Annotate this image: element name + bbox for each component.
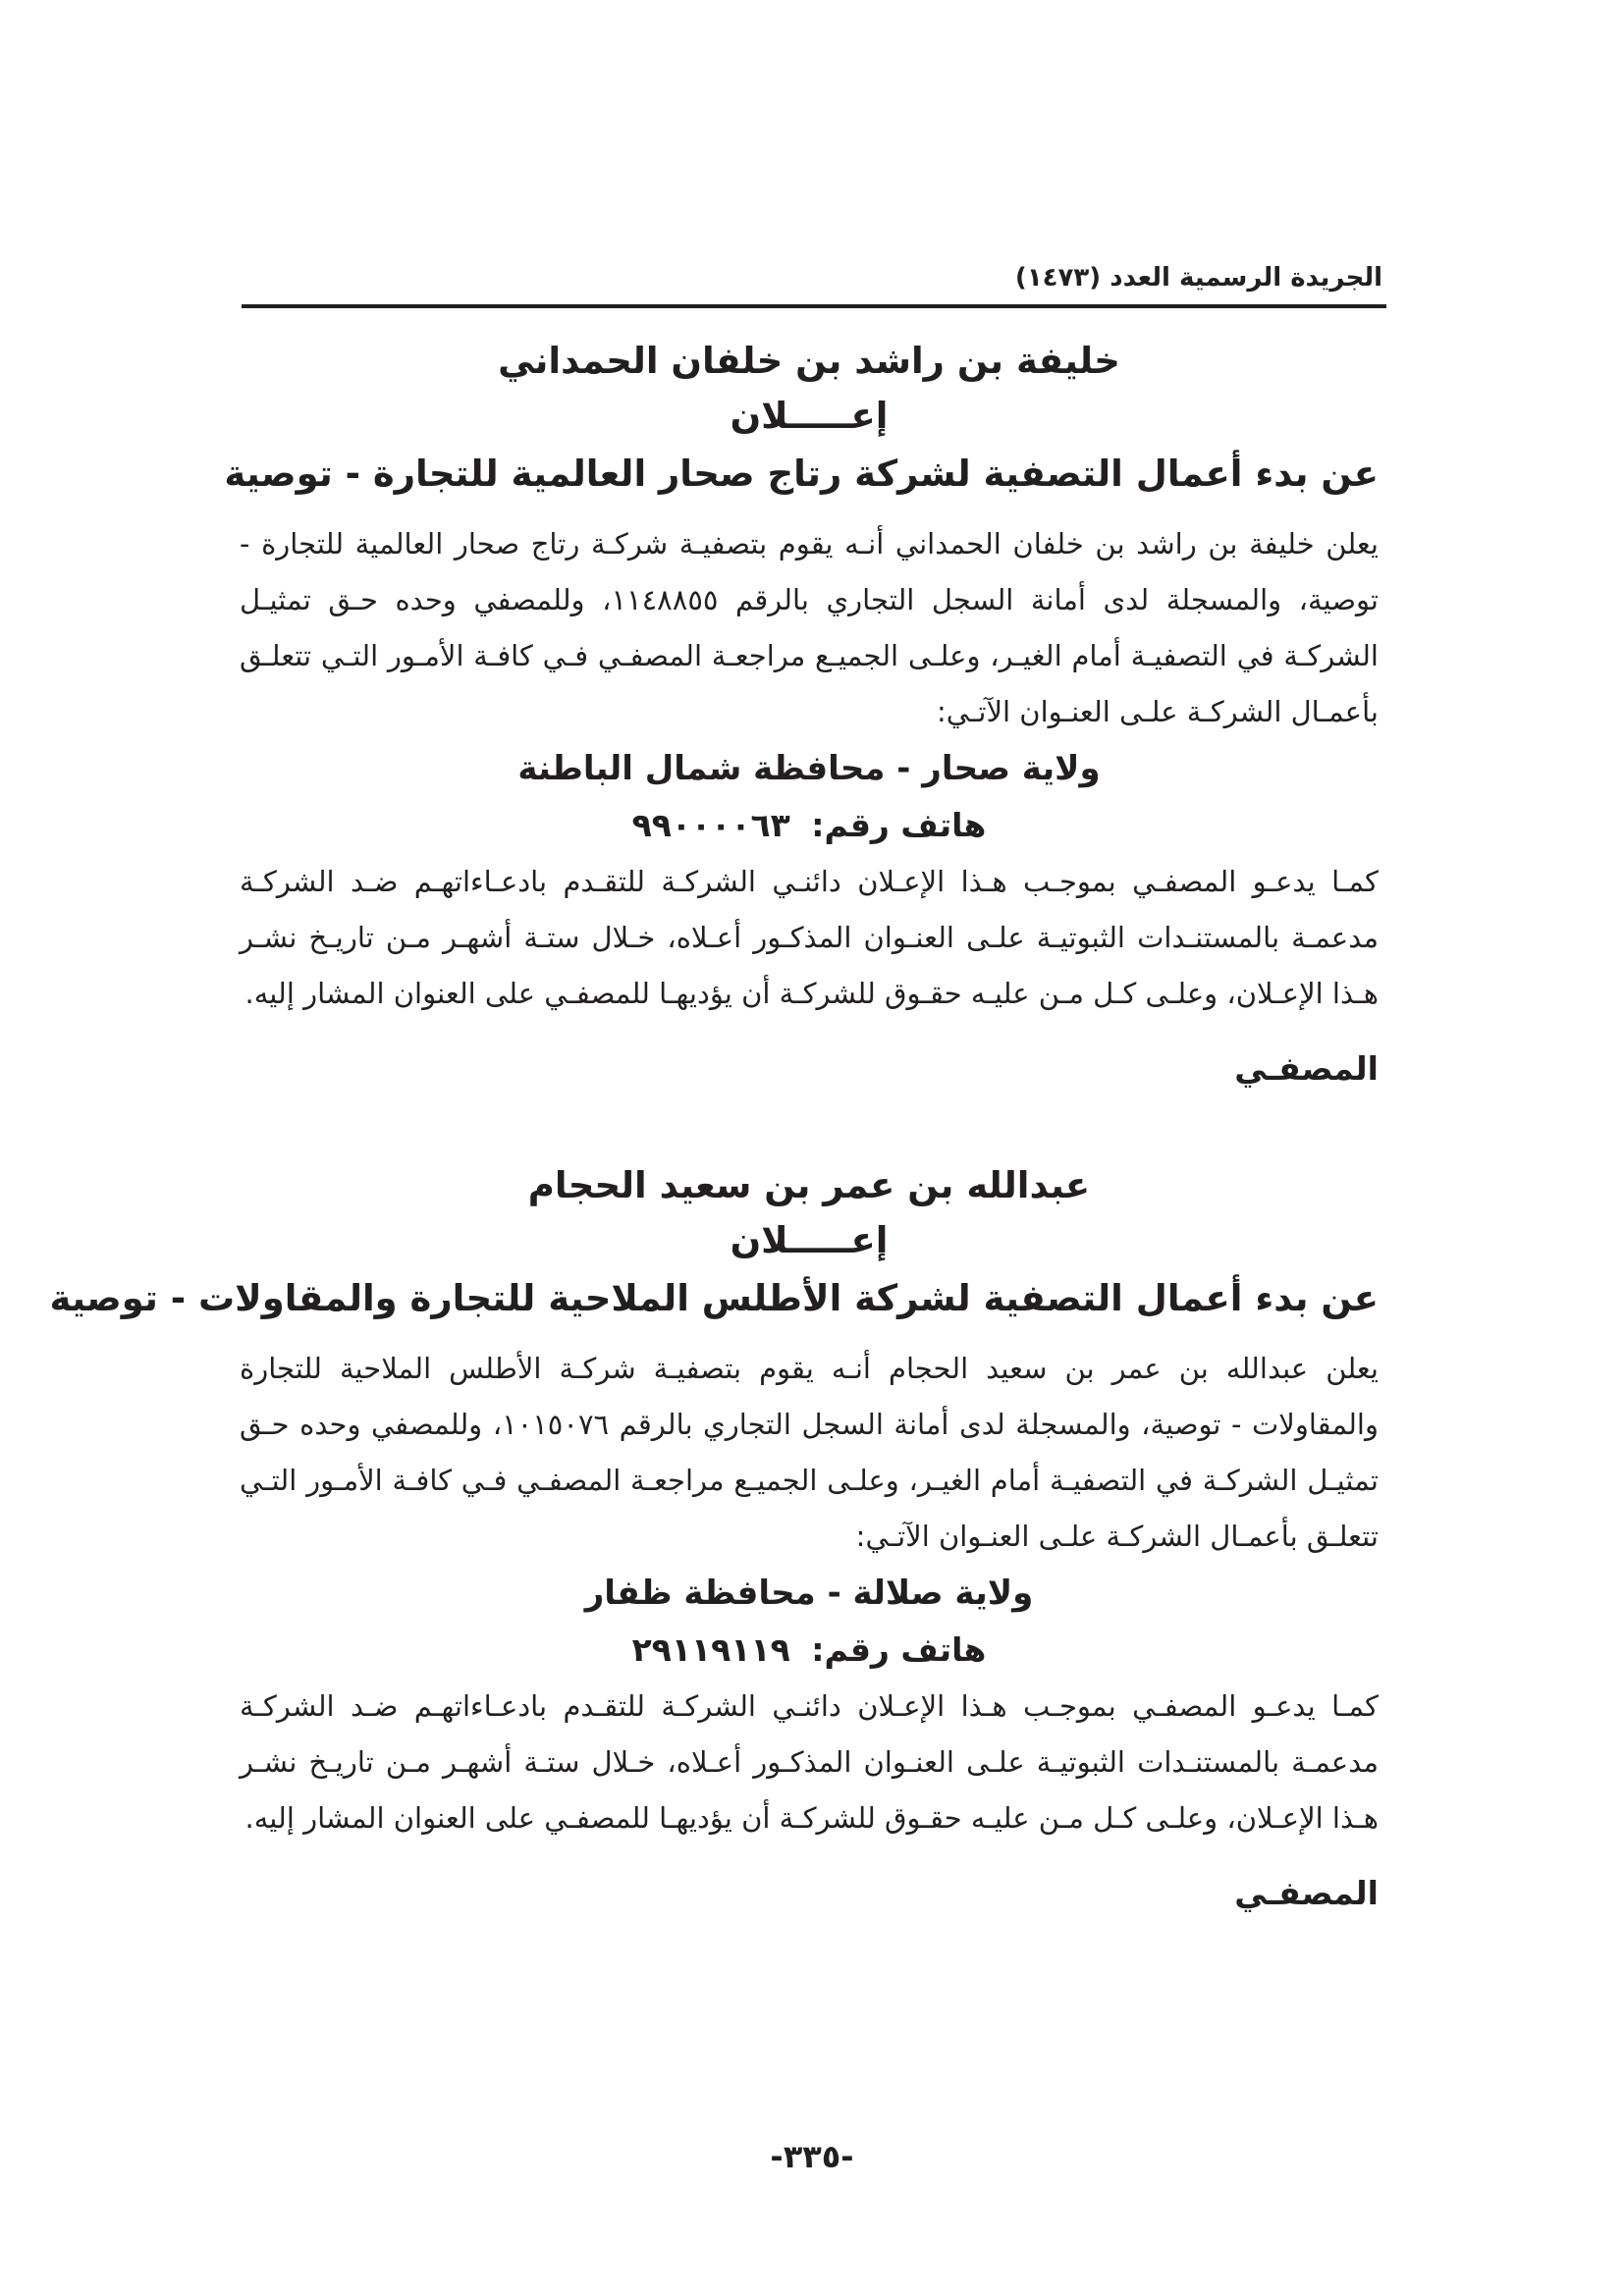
notice-body: يعلن عبدالله بن عمر بن سعيد الحجام أنـه يقوم بتصفيـة شركـة الأطلس الملاحية للتجارة والمقاولات - توصية، والمسجلة لدى أمانة السجل التجاري بالرقم ١٠١٥٠٧٦، وللمصفي وحده حـق تمثيـل الشركـة في التصفيـة أمام الغيـر، وعلـى الجميـع مراجعـة المصفـي فـي كافـة الأمـور التـي تتعلـق بأعمـال الشركـة علـى العنـوان الآتـي: bbox=[240, 1352, 1379, 1553]
notice-heading: إعـــــلان bbox=[730, 1219, 889, 1261]
notice-closing: كمـا يدعـو المصفـي بموجـب هـذا الإعـلان دائنـي الشركـة للتقـدم بادعـاءاتهـم ضـد الشركـة مدعمـة بالمستنـدات الثبوتيـة علـى العنـوان المذكـور أعـلاه، خـلال ستـة أشهـر مـن تاريـخ نشـر هـذا الإعـلان، وعلـى كـل مـن عليـه حقـوق للشركـة أن يؤديهـا للمصفـي على العنوان المشار إليه. bbox=[240, 865, 1379, 1010]
phone-label: هاتف رقم: bbox=[811, 806, 987, 844]
liquidator-phone bbox=[240, 1622, 1379, 1679]
liquidator-signature: المصفـي bbox=[1234, 1874, 1379, 1912]
notice-heading: إعـــــلان bbox=[730, 395, 889, 437]
header-divider bbox=[242, 304, 1386, 308]
running-header: الجريدة الرسمية العدد (١٤٧٣) bbox=[1014, 263, 1382, 293]
liquidator-name: خليفة بن راشد بن خلفان الحمداني bbox=[498, 340, 1120, 382]
phone-number: ٩٩٠٠٠٠٦٣ bbox=[631, 806, 790, 844]
page-number: -٣٣٥- bbox=[770, 2138, 854, 2175]
notice-subject: عن بدء أعمال التصفية لشركة الأطلس الملاحية للتجارة والمقاولات - توصية bbox=[49, 1277, 1379, 1319]
phone-number: ٢٩١١٩١١٩ bbox=[631, 1630, 790, 1669]
notice-subject: عن بدء أعمال التصفية لشركة رتاج صحار العالمية للتجارة - توصية bbox=[224, 453, 1379, 495]
liquidation-notice-1 bbox=[224, 334, 1379, 1096]
liquidator-phone bbox=[240, 797, 1379, 854]
liquidator-address: ولاية صلالة - محافظة ظفار bbox=[584, 1574, 1034, 1613]
notice-closing: كمـا يدعـو المصفـي بموجـب هـذا الإعـلان دائنـي الشركـة للتقـدم بادعـاءاتهـم ضـد الشركـة مدعمـة بالمستنـدات الثبوتيـة علـى العنـوان المذكـور أعـلاه، خـلال ستـة أشهـر مـن تاريـخ نشـر هـذا الإعـلان، وعلـى كـل مـن عليـه حقـوق للشركـة أن يؤديهـا للمصفـي على العنوان المشار إليه. bbox=[240, 1689, 1379, 1835]
phone-label: هاتف رقم: bbox=[811, 1630, 987, 1669]
liquidation-notice-2 bbox=[49, 1158, 1379, 1921]
liquidator-address: ولاية صحار - محافظة شمال الباطنة bbox=[517, 749, 1101, 788]
liquidator-signature: المصفـي bbox=[1234, 1049, 1379, 1088]
liquidator-name: عبدالله بن عمر بن سعيد الحجام bbox=[527, 1164, 1091, 1206]
notice-body: يعلن خليفة بن راشد بن خلفان الحمداني أنـه يقوم بتصفيـة شركـة رتاج صحار العالمية للتجارة - توصية، والمسجلة لدى أمانة السجل التجاري بالرقم ١١٤٨٨٥٥، وللمصفي وحده حـق تمثيـل الشركـة في التصفيـة أمام الغيـر، وعلـى الجميـع مراجعـة المصفـي فـي كافـة الأمـور التـي تتعلـق بأعمـال الشركـة علـى العنـوان الآتـي: bbox=[240, 527, 1379, 728]
